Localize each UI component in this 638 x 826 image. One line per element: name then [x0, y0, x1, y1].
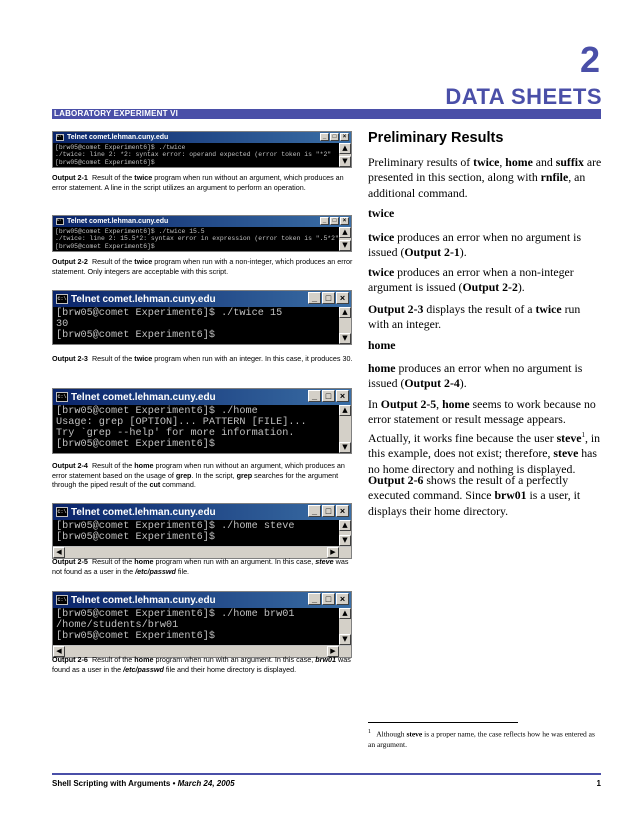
console-line: /home/students/brw01 [56, 620, 179, 631]
scroll-up-arrow-icon[interactable]: ▲ [339, 608, 351, 619]
console-line: [brw05@comet Experiment6]$ [56, 532, 215, 543]
caption-output-2-2: Output 2-2 Result of the twice program when run with a non-integer, which produces an error statement. Only integers are acceptable with this script. [52, 257, 353, 276]
minimize-button[interactable]: _ [308, 593, 321, 605]
console-line: [brw05@comet Experiment6]$ [56, 330, 215, 341]
console-icon: C:\ [57, 296, 67, 302]
scroll-down-arrow-icon[interactable]: ▼ [339, 333, 351, 344]
console-line: [brw05@comet Experiment6]$ [55, 158, 155, 166]
scroll-down-arrow-icon[interactable]: ▼ [339, 240, 351, 251]
close-button[interactable]: × [336, 390, 349, 402]
window-titlebar[interactable] [53, 389, 351, 405]
minimize-button[interactable]: _ [308, 292, 321, 304]
footer-text: Shell Scripting with Arguments • March 24, 2005 [52, 779, 235, 788]
console-line: 30 [56, 319, 69, 330]
close-button[interactable]: × [340, 217, 349, 225]
page-number: 1 [596, 779, 601, 788]
console-icon: C:\ [57, 135, 65, 139]
telnet-window-output-2-4[interactable] [52, 388, 352, 454]
console-output [53, 520, 339, 546]
console-line: ./twice: line 2: 15.5*2: syntax error in expression (error token is ".5*2" [55, 235, 339, 243]
vertical-scrollbar[interactable] [339, 227, 351, 251]
console-line: ./twice: line 2: *2: syntax error: operand expected (error token is "*2" [55, 151, 332, 159]
section-heading: Preliminary Results [368, 130, 504, 146]
vertical-scrollbar[interactable] [339, 307, 351, 344]
minimize-button[interactable]: _ [308, 505, 321, 517]
window-title: Telnet comet.lehman.cuny.edu [71, 594, 216, 606]
caption-output-2-1: Output 2-1 Result of the twice program when run without an argument, which produces an error statement. A line in the script utilizes an argument to perform an operation. [52, 173, 344, 192]
scroll-down-arrow-icon[interactable]: ▼ [339, 442, 351, 453]
close-button[interactable]: × [336, 593, 349, 605]
telnet-window-output-2-5[interactable] [52, 503, 352, 559]
console-output [53, 405, 339, 453]
telnet-window-output-2-3[interactable] [52, 290, 352, 345]
maximize-button[interactable]: □ [330, 217, 339, 225]
telnet-window-output-2-2[interactable] [52, 215, 352, 252]
scroll-up-arrow-icon[interactable]: ▲ [339, 307, 351, 318]
paragraph-home-1: home produces an error when no argument is issued (Output 2-4). [368, 361, 583, 391]
scroll-down-arrow-icon[interactable]: ▼ [339, 156, 351, 167]
window-title: Telnet comet.lehman.cuny.edu [67, 134, 169, 141]
maximize-button[interactable]: □ [322, 505, 335, 517]
footnote-ref: 1 [581, 430, 585, 439]
console-line: [brw05@comet Experiment6]$ [55, 242, 155, 250]
maximize-button[interactable]: □ [322, 292, 335, 304]
close-button[interactable]: × [336, 505, 349, 517]
console-output [53, 227, 339, 251]
minimize-button[interactable]: _ [308, 390, 321, 402]
console-line: Try `grep --help' for more information. [56, 428, 295, 439]
footer-rule [52, 773, 601, 775]
vertical-scrollbar[interactable] [339, 143, 351, 167]
maximize-button[interactable]: □ [322, 593, 335, 605]
console-output [53, 307, 339, 344]
scroll-down-arrow-icon[interactable]: ▼ [339, 535, 351, 546]
scroll-right-arrow-icon[interactable]: ▶ [327, 646, 339, 657]
minimize-button[interactable]: _ [320, 133, 329, 141]
console-line: [brw05@comet Experiment6]$ ./twice 15.5 [55, 228, 205, 235]
console-icon: C:\ [57, 597, 67, 603]
vertical-scrollbar[interactable] [339, 520, 351, 546]
scroll-up-arrow-icon[interactable]: ▲ [339, 520, 351, 531]
console-output [53, 143, 339, 167]
maximize-button[interactable]: □ [322, 390, 335, 402]
chapter-number: 2 [579, 39, 600, 80]
chapter-title: DATA SHEETS [445, 84, 602, 109]
console-line: [brw05@comet Experiment6]$ ./home steve [56, 521, 295, 532]
paragraph-twice-1: twice produces an error when no argument is issued (Output 2-1). [368, 230, 582, 260]
vertical-scrollbar[interactable] [339, 405, 351, 453]
minimize-button[interactable]: _ [320, 217, 329, 225]
window-titlebar[interactable] [53, 291, 351, 307]
window-title: Telnet comet.lehman.cuny.edu [67, 218, 169, 225]
scroll-up-arrow-icon[interactable]: ▲ [339, 227, 351, 238]
window-titlebar[interactable] [53, 216, 351, 227]
console-line: [brw05@comet Experiment6]$ ./home brw01 [56, 609, 295, 620]
maximize-button[interactable]: □ [330, 133, 339, 141]
telnet-window-output-2-1[interactable] [52, 131, 352, 168]
close-button[interactable]: × [340, 133, 349, 141]
console-icon: C:\ [57, 509, 67, 515]
console-line: [brw05@comet Experiment6]$ [56, 631, 215, 642]
window-titlebar[interactable] [53, 592, 351, 608]
vertical-scrollbar[interactable] [339, 608, 351, 645]
console-line: [brw05@comet Experiment6]$ ./twice [55, 144, 186, 151]
console-output [53, 608, 339, 645]
paragraph-intro: Preliminary results of twice, home and suffix are presented in this section, along with rnfile, an additional command. [368, 155, 602, 200]
window-titlebar[interactable] [53, 132, 351, 143]
telnet-window-output-2-6[interactable] [52, 591, 352, 658]
window-title: Telnet comet.lehman.cuny.edu [71, 293, 216, 305]
console-icon: C:\ [57, 219, 65, 223]
subheading-home: home [368, 338, 396, 352]
scroll-right-arrow-icon[interactable]: ▶ [327, 547, 339, 558]
close-button[interactable]: × [336, 292, 349, 304]
console-line: Usage: grep [OPTION]... PATTERN [FILE]... [56, 417, 307, 428]
caption-output-2-6: Output 2-6 Result of the home program when run with an argument. In this case, brw01 was found as a user in the /etc/passwd file and their home directory is displayed. [52, 655, 351, 674]
scroll-up-arrow-icon[interactable]: ▲ [339, 143, 351, 154]
paragraph-twice-3: Output 2-3 displays the result of a twice run with an integer. [368, 302, 581, 332]
window-title: Telnet comet.lehman.cuny.edu [71, 391, 216, 403]
console-line: [brw05@comet Experiment6]$ ./twice 15 [56, 308, 283, 319]
subheading-twice: twice [368, 206, 395, 220]
footnote-divider [368, 722, 518, 723]
scroll-left-arrow-icon[interactable]: ◀ [53, 547, 65, 558]
console-line: [brw05@comet Experiment6]$ [56, 439, 215, 450]
scroll-down-arrow-icon[interactable]: ▼ [339, 634, 351, 645]
paragraph-home-3: Output 2-6 shows the result of a perfectly executed command. Since brw01 is a user, it displays their home directory. [368, 473, 581, 518]
window-title: Telnet comet.lehman.cuny.edu [71, 506, 216, 518]
footnote: $^1$ Although steve is a proper name, the case reflects how he was entered as an argument. [368, 729, 595, 749]
window-titlebar[interactable] [53, 504, 351, 520]
caption-output-2-4: Output 2-4 Result of the home program when run without an argument, which produces an error statement based on the usage of grep. In the script, grep searches for the argument through the piped result of the cut command. [52, 461, 345, 490]
section-bar [52, 109, 601, 119]
paragraph-home-2: In Output 2-5, home seems to work because no error statement or result message appears. Actually, it works fine because the user steve$^1$, in this example, does not exist; therefore, steve has no home directory and nothing is displayed. [368, 397, 601, 476]
section-label: LABORATORY EXPERIMENT VI [54, 109, 179, 118]
scroll-left-arrow-icon[interactable]: ◀ [53, 646, 65, 657]
paragraph-twice-2: twice produces an error when a non-integer argument is issued (Output 2-2). [368, 265, 574, 295]
console-line: [brw05@comet Experiment6]$ ./home [56, 406, 258, 417]
caption-output-2-5: Output 2-5 Result of the home program when run with an argument. In this case, steve was not found as a user in the /etc/passwd file. [52, 557, 349, 576]
scroll-up-arrow-icon[interactable]: ▲ [339, 405, 351, 416]
caption-output-2-3: Output 2-3 Result of the twice program when run with an integer. In this case, it produces 30. [52, 354, 353, 363]
console-icon: C:\ [57, 394, 67, 400]
